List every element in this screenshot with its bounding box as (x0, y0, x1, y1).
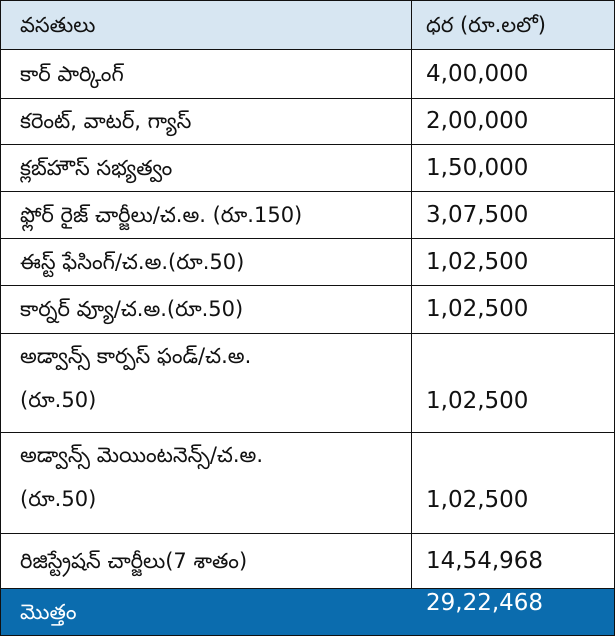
row-item: కార్నర్ వ్యూ/చ.అ.(రూ.50) (1, 286, 412, 333)
row-item: రిజిస్ట్రేషన్ చార్జీలు(7 శాతం) (1, 534, 412, 588)
table-row (1, 145, 614, 192)
table-row (1, 192, 614, 239)
header-item: వసతులు (1, 1, 412, 49)
row-item-line2: (రూ.50) (20, 388, 97, 412)
table-row (1, 534, 614, 589)
table-row (1, 286, 614, 334)
row-item: ఈస్ట్ ఫేసింగ్/చ.అ.(రూ.50) (1, 239, 412, 285)
table-row (1, 99, 614, 145)
row-item (1, 433, 412, 533)
row-price: 1,50,000 (426, 154, 529, 181)
row-price: 1,02,500 (426, 248, 529, 275)
row-price-cell (412, 334, 614, 432)
row-item: ఫ్లోర్ రైజ్ చార్జీలు/చ.అ. (రూ.150) (1, 192, 412, 238)
table-header-row (1, 1, 614, 50)
table-row (1, 50, 614, 99)
row-item: కరెంట్, వాటర్, గ్యాస్ (1, 99, 412, 144)
header-price: ధర (రూ.లలో) (426, 12, 546, 37)
table-row (1, 239, 614, 286)
row-price: 1,02,500 (426, 296, 529, 322)
row-price-cell (412, 433, 614, 533)
total-row (1, 589, 614, 635)
table-row (1, 334, 614, 433)
row-item-line1: అడ్వాన్స్ కార్పస్ ఫండ్/చ.అ. (20, 344, 252, 368)
total-label: మొత్తం (1, 589, 412, 635)
row-price: 14,54,968 (426, 547, 544, 574)
row-item: కార్ పార్కింగ్ (1, 50, 412, 98)
row-price: 1,02,500 (426, 388, 529, 414)
row-price: 3,07,500 (426, 201, 529, 228)
row-item: క్లబ్‌హౌస్ సభ్యత్వం (1, 145, 412, 191)
row-price: 4,00,000 (426, 60, 529, 87)
row-price: 2,00,000 (426, 108, 529, 134)
row-item-line2: (రూ.50) (20, 487, 97, 511)
total-value: 29,22,468 (426, 590, 544, 616)
table-row (1, 433, 614, 534)
row-price: 1,02,500 (426, 487, 529, 513)
row-item-line1: అడ్వాన్స్ మెయింటనెన్స్/చ.అ. (20, 443, 264, 467)
row-item (1, 334, 412, 432)
